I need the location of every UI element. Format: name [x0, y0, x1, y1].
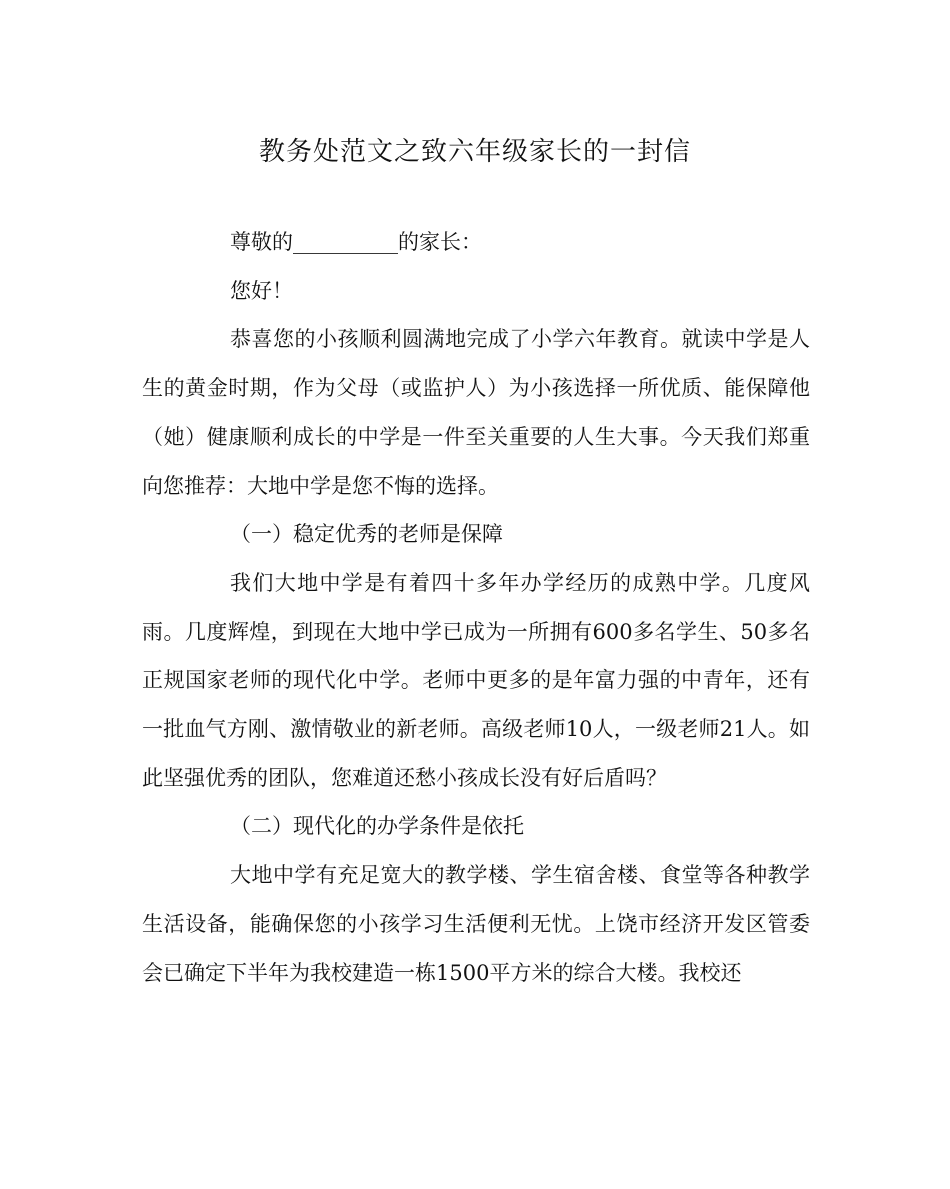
section-heading-teachers: （一）稳定优秀的老师是保障	[230, 522, 503, 547]
paragraph-intro: 恭喜您的小孩顺利圆满地完成了小学六年教育。就读中学是人生的黄金时期，作为父母（或监护人）为小孩选择一所优质、能保障他（她）健康顺利成长的中学是一件至关重要的人生大事。今天我们郑重向您推荐：大地中学是您不悔的选择。	[142, 327, 810, 498]
paragraph-facilities: 大地中学有充足宽大的教学楼、学生宿舍楼、食堂等各种教学生活设备，能确保您的小孩学习生活便利无忧。上饶市经济开发区管委会已确定下半年为我校建造一栋1500平方米的综合大楼。我校还	[142, 863, 810, 985]
document-title: 教务处范文之致六年级家长的一封信	[258, 137, 691, 167]
salutation: 尊敬的__________的家长：	[230, 230, 482, 254]
greeting: 您好！	[230, 278, 293, 303]
section-heading-facilities: （二）现代化的办学条件是依托	[230, 814, 524, 839]
document-body	[142, 218, 810, 997]
paragraph-teachers: 我们大地中学是有着四十多年办学经历的成熟中学。几度风雨。几度辉煌，到现在大地中学已成为一所拥有600多名学生、50多名正规国家老师的现代化中学。老师中更多的是年富力强的中青年，还有一批血气方刚、激情敬业的新老师。高级老师10人，一级老师21人。如此坚强优秀的团队，您难道还愁小孩成长没有好后盾吗？	[142, 570, 810, 790]
